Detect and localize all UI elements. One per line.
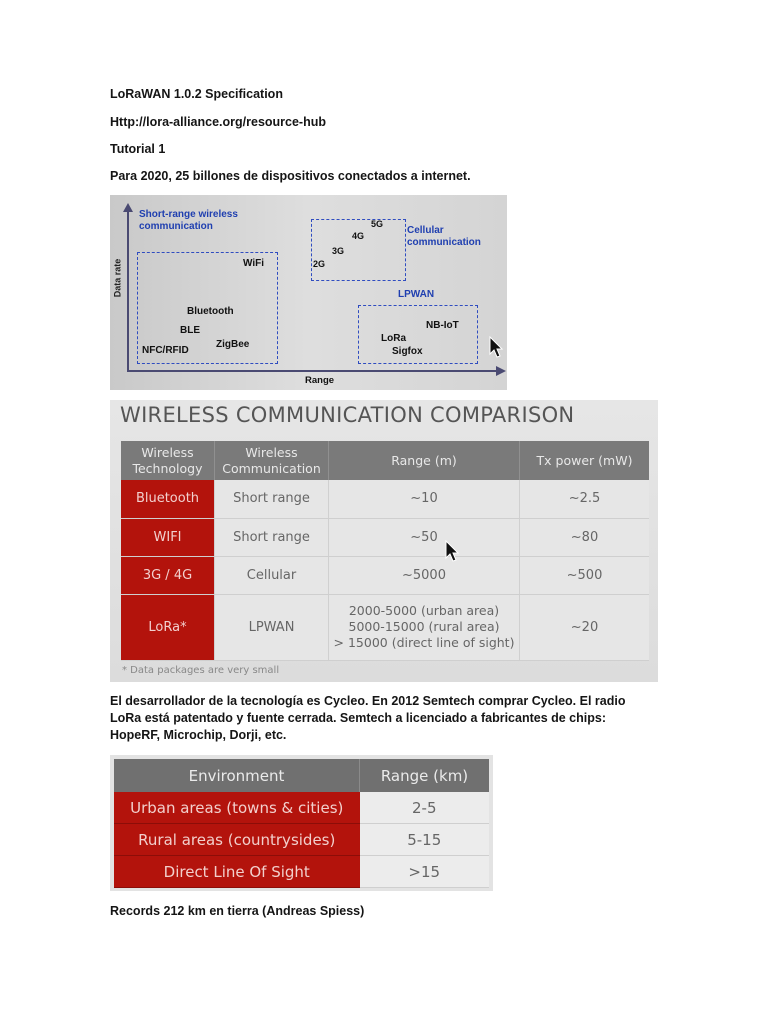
x-axis-arrow xyxy=(496,366,506,376)
resource-link[interactable]: Http://lora-alliance.org/resource-hub xyxy=(110,115,327,129)
env-cell: Urban areas (towns & cities) xyxy=(114,792,360,824)
range-km-cell: 5-15 xyxy=(360,824,490,856)
power-cell: ~500 xyxy=(520,556,650,594)
y-axis xyxy=(127,209,129,371)
header-range-km: Range (km) xyxy=(360,759,490,792)
range-km-cell: 2-5 xyxy=(360,792,490,824)
header-environment: Environment xyxy=(114,759,360,792)
x-axis xyxy=(127,370,497,372)
comm-cell: LPWAN xyxy=(215,594,329,660)
footnote: * Data packages are very small xyxy=(122,665,280,676)
header-technology: Wireless Technology xyxy=(121,441,215,480)
3g-label: 3G xyxy=(332,246,345,256)
x-axis-label: Range xyxy=(305,375,335,386)
bluetooth-label: Bluetooth xyxy=(187,306,234,317)
comparison-title: WIRELESS COMMUNICATION COMPARISON xyxy=(120,403,575,427)
cycleo-paragraph: El desarrollador de la tecnología es Cycleo. En 2012 Semtech comprar Cycleo. El radio LoRa está patentado y fuente cerrada. Semtech a licenciado a fabricantes de chips: HopeRF, Microchip, Dorji, etc. xyxy=(110,694,626,742)
environment-table xyxy=(114,759,489,888)
header-communication: Wireless Communication xyxy=(215,441,329,480)
ble-label: BLE xyxy=(180,325,200,336)
y-axis-label: Data rate xyxy=(112,258,123,298)
table-row xyxy=(121,594,649,660)
tech-cell: WIFI xyxy=(121,518,215,556)
comparison-header-row xyxy=(121,441,649,480)
2g-label: 2G xyxy=(313,259,326,269)
comm-cell: Cellular xyxy=(215,556,329,594)
table-row xyxy=(121,480,649,518)
4g-label: 4G xyxy=(352,231,365,241)
range-cell: ~5000 xyxy=(329,556,520,594)
cellular-box xyxy=(311,219,406,281)
intro-text: Para 2020, 25 billones de dispositivos conectados a internet. xyxy=(110,169,471,183)
lora-label: LoRa xyxy=(381,333,406,344)
env-cell: Direct Line Of Sight xyxy=(114,856,360,888)
wifi-label: WiFi xyxy=(243,258,265,269)
nb-iot-label: NB-IoT xyxy=(426,320,459,331)
env-cell: Rural areas (countrysides) xyxy=(114,824,360,856)
tutorial-label: Tutorial 1 xyxy=(110,142,166,156)
header-power: Tx power (mW) xyxy=(520,441,650,480)
lpwan-title: LPWAN xyxy=(398,289,435,300)
range-los: > 15000 (direct line of sight) xyxy=(333,635,515,650)
range-cell: ~10 xyxy=(329,480,520,518)
table-row xyxy=(114,856,489,888)
mouse-cursor-icon xyxy=(445,540,461,564)
short-range-title: Short-range wireless communication xyxy=(139,209,238,232)
mouse-cursor-icon xyxy=(489,336,505,360)
range-cell xyxy=(329,594,520,660)
sigfox-label: Sigfox xyxy=(392,346,423,357)
range-urban: 2000-5000 (urban area) xyxy=(348,603,500,618)
power-cell: ~20 xyxy=(520,594,650,660)
environment-header-row xyxy=(114,759,489,792)
tech-cell: Bluetooth xyxy=(121,480,215,518)
comparison-table xyxy=(121,441,649,661)
comm-cell: Short range xyxy=(215,480,329,518)
power-cell: ~80 xyxy=(520,518,650,556)
table-row xyxy=(121,556,649,594)
range-km-cell: >15 xyxy=(360,856,490,888)
environment-range-slide xyxy=(110,755,493,891)
comm-cell: Short range xyxy=(215,518,329,556)
table-row xyxy=(114,824,489,856)
doc-heading: LoRaWAN 1.0.2 Specification xyxy=(110,87,283,101)
5g-label: 5G xyxy=(371,219,384,229)
wireless-comparison-slide xyxy=(110,400,658,682)
records-text: Records 212 km en tierra (Andreas Spiess) xyxy=(110,904,365,918)
tech-cell: LoRa* xyxy=(121,594,215,660)
header-range: Range (m) xyxy=(329,441,520,480)
cellular-title: Cellular communication xyxy=(407,225,481,248)
power-cell: ~2.5 xyxy=(520,480,650,518)
range-rural: 5000-15000 (rural area) xyxy=(348,619,500,634)
table-row xyxy=(121,518,649,556)
table-row xyxy=(114,792,489,824)
range-cell: ~50 xyxy=(329,518,520,556)
tech-cell: 3G / 4G xyxy=(121,556,215,594)
data-rate-range-diagram xyxy=(110,195,507,390)
nfc-rfid-label: NFC/RFID xyxy=(142,345,189,356)
zigbee-label: ZigBee xyxy=(216,339,250,350)
